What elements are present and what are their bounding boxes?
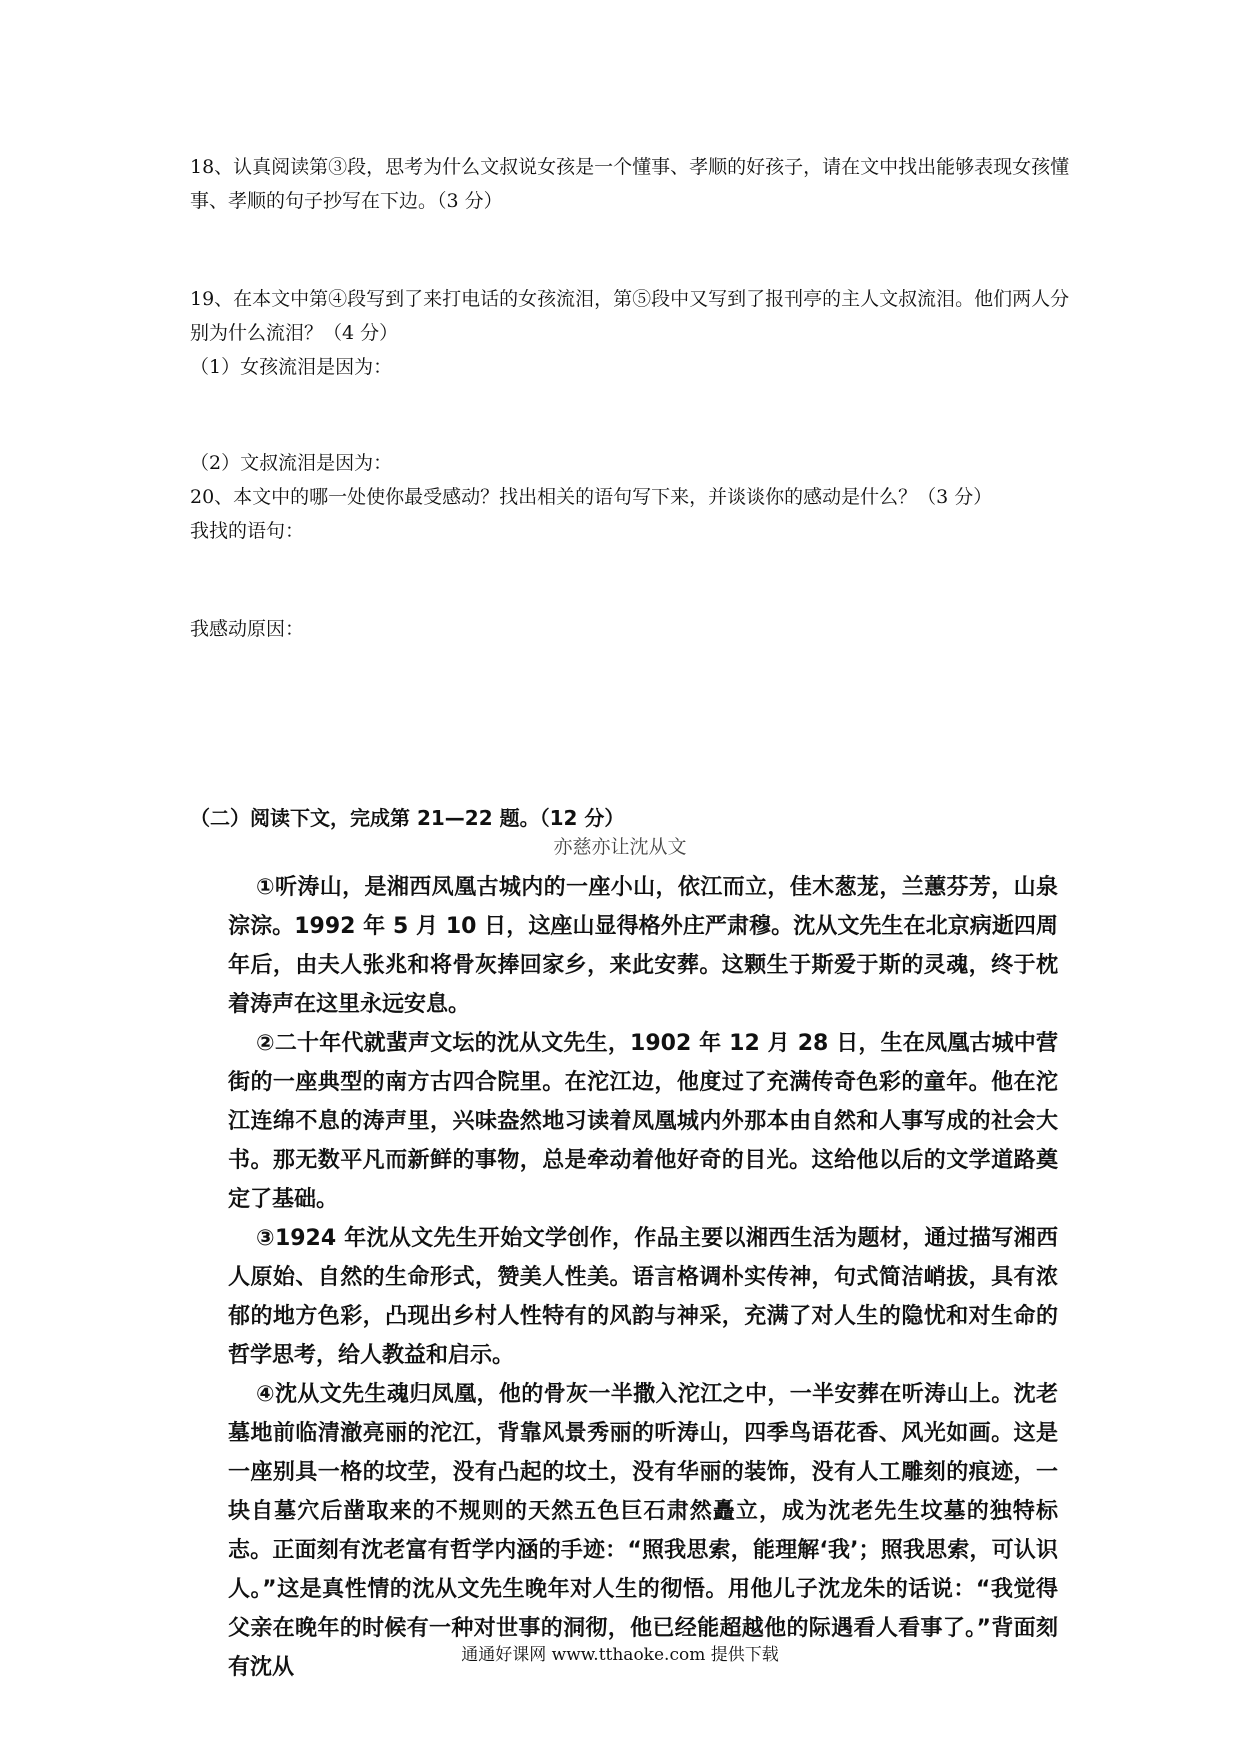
paragraph-1: ①听涛山，是湘西凤凰古城内的一座小山，依江而立，佳木葱茏，兰蕙芬芳，山泉淙淙。1992 年 5 月 10 日，这座山显得格外庄严肃穆。沈从文先生在北京病逝四周年后，由夫人张兆和将骨灰捧回家乡，来此安葬。这颗生于斯爱于斯的灵魂，终于枕着涛声在这里永远安息。	[228, 875, 1058, 1017]
question-19-part-2: （2）文叔流泪是因为：	[190, 452, 393, 474]
section-heading: （二）阅读下文，完成第 21—22 题。（12 分）	[190, 806, 625, 830]
question-20-reason-block	[190, 612, 1070, 646]
question-20-text: 20、本文中的哪一处使你最受感动？找出相关的语句写下来，并谈谈你的感动是什么？（3 分）	[190, 486, 993, 508]
question-19-part-2-block	[190, 446, 1070, 480]
paragraph-2: ②二十年代就蜚声文坛的沈从文先生，1902 年 12 月 28 日，生在凤凰古城中营街的一座典型的南方古四合院里。在沱江边，他度过了充满传奇色彩的童年。他在沱江连绵不息的涛声里，兴味盎然地习读着凤凰城内外那本由自然和人事写成的社会大书。那无数平凡而新鲜的事物，总是牵动着他好奇的目光。这给他以后的文学道路奠定了基础。	[228, 1031, 1058, 1212]
article-body	[228, 868, 1058, 1687]
paragraph-4: ④沈从文先生魂归凤凰，他的骨灰一半撒入沱江之中，一半安葬在听涛山上。沈老墓地前临清澈亮丽的沱江，背靠风景秀丽的听涛山，四季鸟语花香、风光如画。这是一座别具一格的坟茔，没有凸起的坟土，没有华丽的装饰，没有人工雕刻的痕迹，一块自墓穴后凿取来的不规则的天然五色巨石肃然矗立，成为沈老先生坟墓的独特标志。正面刻有沈老富有哲学内涵的手迹：“照我思索，能理解‘我’；照我思索，可认识人。”这是真性情的沈从文先生晚年对人生的彻悟。用他儿子沈龙朱的话说：“我觉得父亲在晚年的时候有一种对世事的洞彻，他已经能超越他的际遇看人看事了。”背面刻有沈从	[228, 1382, 1058, 1680]
question-19-part-1: （1）女孩流泪是因为：	[190, 356, 393, 378]
question-19	[190, 282, 1070, 384]
question-18-text: 18、认真阅读第③段，思考为什么文叔说女孩是一个懂事、孝顺的好孩子，请在文中找出能够表现女孩懂事、孝顺的句子抄写在下边。（3 分）	[190, 156, 1070, 212]
article-title: 亦慈亦让沈从文	[553, 836, 687, 858]
question-20-sentence-label: 我找的语句：	[190, 520, 305, 542]
question-19-text: 19、在本文中第④段写到了来打电话的女孩流泪，第⑤段中又写到了报刊亭的主人文叔流泪。他们两人分别为什么流泪？（4 分）	[190, 288, 1070, 344]
question-20-reason-label: 我感动原因：	[190, 618, 305, 640]
question-18	[190, 150, 1070, 218]
question-20	[190, 480, 1070, 548]
page-footer: 通通好课网 www.tthaoke.com 提供下载	[461, 1645, 779, 1665]
paragraph-3: ③1924 年沈从文先生开始文学创作，作品主要以湘西生活为题材，通过描写湘西人原始、自然的生命形式，赞美人性美。语言格调朴实传神，句式简洁峭拔，具有浓郁的地方色彩，凸现出乡村人性特有的风韵与神采，充满了对人生的隐忧和对生命的哲学思考，给人教益和启示。	[228, 1226, 1058, 1368]
